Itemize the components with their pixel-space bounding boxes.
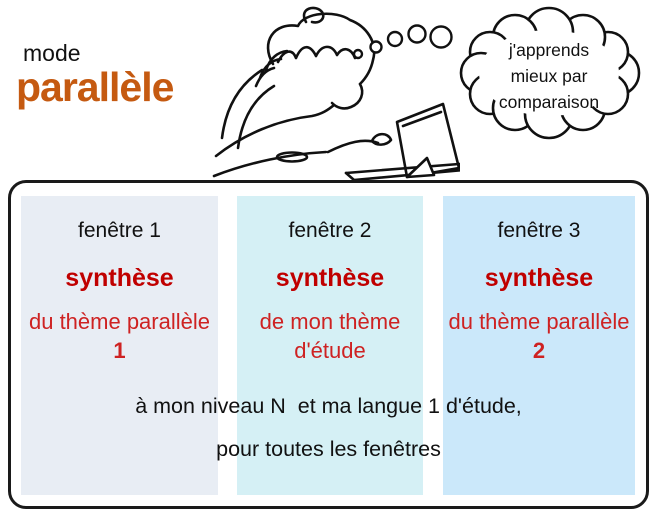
window-3-desc-line1: du thème parallèle	[448, 309, 630, 334]
window-3-label: fenêtre 3	[497, 219, 581, 242]
window-3-description	[443, 307, 635, 365]
person-thinking-at-laptop-icon	[210, 0, 460, 180]
window-3-heading: synthèse	[484, 264, 594, 292]
hand-on-desk	[372, 134, 391, 145]
cloud-text-line2: mieux par	[510, 66, 588, 86]
mode-kicker: mode	[23, 40, 81, 66]
windows-box	[8, 180, 649, 509]
hair-bangs	[278, 47, 355, 62]
window-3-desc-line2: 2	[532, 338, 546, 363]
cloud-text-line1: j'apprends	[508, 40, 590, 60]
window-2-description	[237, 307, 423, 365]
window-2-desc-line2: d'étude	[294, 338, 366, 363]
forward-arm	[328, 141, 378, 152]
window-1-heading: synthèse	[65, 264, 174, 292]
window-1-desc-line2: 1	[113, 338, 126, 363]
cloud-text-line3: comparaison	[498, 92, 600, 112]
window-2-label: fenêtre 2	[288, 219, 372, 242]
footer-line2: pour toutes les fenêtres	[216, 437, 441, 461]
face-outline	[332, 84, 362, 108]
window-2-desc-line1: de mon thème	[259, 309, 401, 334]
body-bottom	[214, 152, 326, 176]
window-1-label: fenêtre 1	[78, 219, 161, 242]
footer-line1: à mon niveau N et ma langue 1 d'étude,	[135, 394, 522, 418]
window-1-description	[21, 307, 218, 365]
footer-note	[11, 393, 646, 462]
window-2-heading: synthèse	[275, 264, 385, 292]
title-parallele: parallèle	[16, 64, 174, 110]
thought-cloud-icon	[450, 4, 648, 142]
window-1-desc-line1: du thème parallèle	[28, 309, 210, 334]
thought-trail-icon	[354, 26, 452, 59]
back-line	[216, 105, 334, 156]
